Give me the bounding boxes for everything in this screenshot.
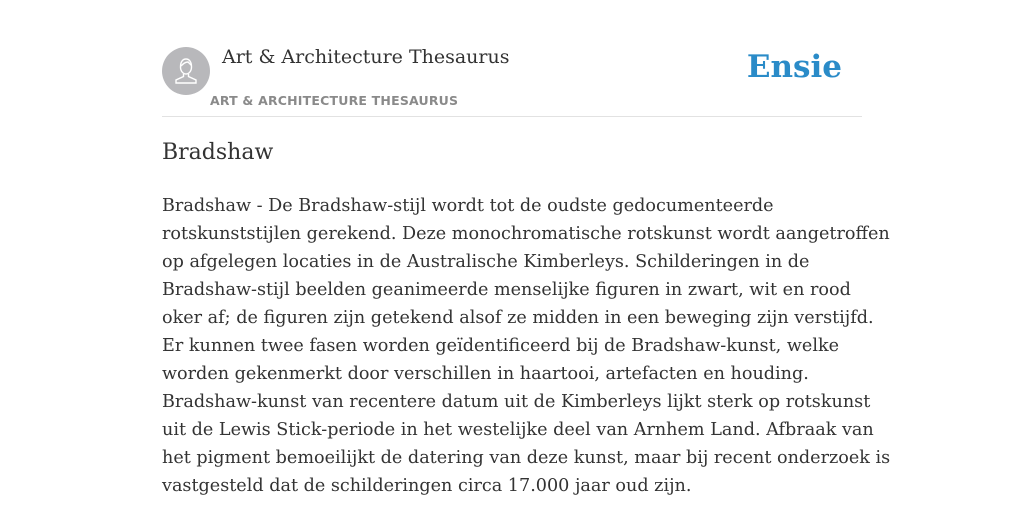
article-line: uit de Lewis Stick-periode in het westelijke deel van Arnhem Land. Afbraak van [162,420,874,440]
page-title: Bradshaw [162,140,274,165]
article-line: Bradshaw - De Bradshaw-stijl wordt tot de oudste gedocumenteerde [162,196,774,216]
article-line: Bradshaw-kunst van recentere datum uit de Kimberleys lijkt sterk op rotskunst [162,392,871,412]
article-line: Bradshaw-stijl beelden geanimeerde menselijke figuren in zwart, wit en rood [162,280,851,300]
author-subtitle: ART & ARCHITECTURE THESAURUS [210,93,459,108]
article-line: oker af; de figuren zijn getekend alsof ze midden in een beweging zijn verstijfd. [162,308,874,328]
article-body [162,192,891,500]
article-line: rotskunststijlen gerekend. Deze monochromatische rotskunst wordt aangetroffen [162,224,890,244]
article-line: vastgesteld dat de schilderingen circa 17.000 jaar oud zijn. [162,476,692,496]
author-header [162,44,862,117]
user-icon [162,47,210,95]
article-line: op afgelegen locaties in de Australische Kimberleys. Schilderingen in de [162,252,810,272]
article-line: Er kunnen twee fasen worden geïdentificeerd bij de Bradshaw-kunst, welke [162,336,840,356]
brand-logo[interactable]: Ensie [746,49,842,85]
author-name[interactable]: Art & Architecture Thesaurus [222,46,510,68]
article-line: worden gekenmerkt door verschillen in haartooi, artefacten en houding. [162,364,809,384]
article-line: het pigment bemoeilijkt de datering van deze kunst, maar bij recent onderzoek is [162,448,891,468]
avatar[interactable] [162,47,210,95]
